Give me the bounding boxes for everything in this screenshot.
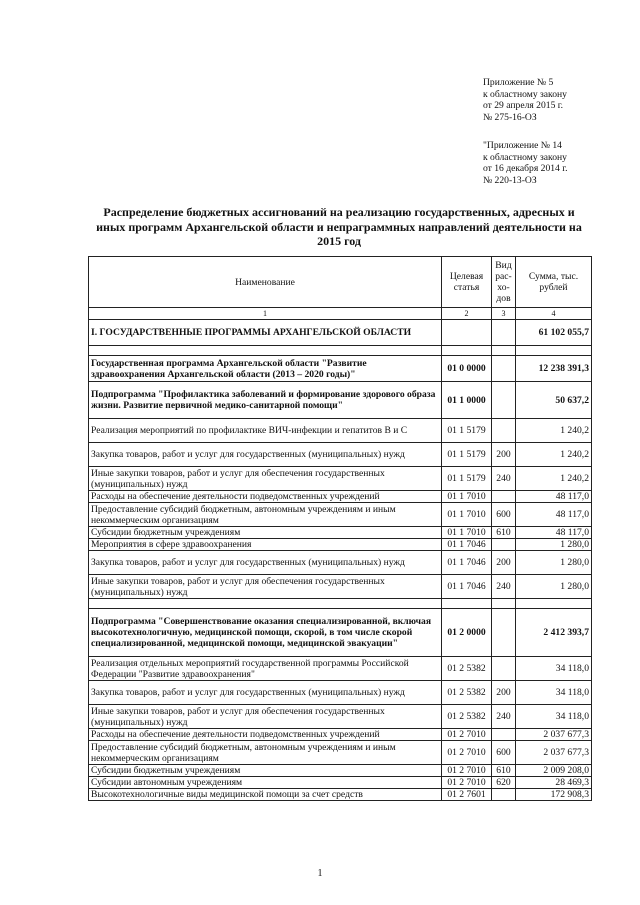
table-row [89,765,592,777]
row-type-cell: 610 [492,765,516,777]
table-body [89,320,592,801]
table-row [89,491,592,503]
row-sum-cell: 34 118,0 [516,681,592,705]
table-row [89,382,592,419]
annex-line: от 16 декабря 2014 г. [483,163,568,175]
table-row [89,356,592,382]
row-type-cell [492,599,516,609]
table-row [89,539,592,551]
row-type-cell: 240 [492,705,516,729]
row-sum-cell: 2 037 677,3 [516,741,592,765]
row-code-cell: 01 2 7010 [442,777,492,789]
table-row [89,609,592,657]
row-code-cell: 01 2 7010 [442,741,492,765]
column-number: 4 [516,308,592,320]
row-code-cell: 01 2 7010 [442,765,492,777]
row-code-cell: 01 0 0000 [442,356,492,382]
row-sum-cell: 1 280,0 [516,539,592,551]
row-name-cell: Мероприятия в сфере здравоохранения [89,539,442,551]
page-number: 1 [317,868,323,879]
row-sum-cell: 1 280,0 [516,575,592,599]
row-sum-cell: 2 009 208,0 [516,765,592,777]
table-row [89,575,592,599]
annex-prior-reference [483,140,568,186]
table-row [89,467,592,491]
column-number-row [89,308,592,320]
table-row [89,443,592,467]
row-name-cell: Иные закупки товаров, работ и услуг для обеспечения государственных (муниципальных) нужд [89,705,442,729]
row-code-cell: 01 1 5179 [442,467,492,491]
row-code-cell [442,599,492,609]
table-row [89,681,592,705]
row-name-cell: Расходы на обеспечение деятельности подведомственных учреждений [89,729,442,741]
row-sum-cell [516,346,592,356]
row-code-cell [442,346,492,356]
row-sum-cell: 172 908,3 [516,789,592,801]
row-code-cell: 01 2 7601 [442,789,492,801]
row-name-cell: Предоставление субсидий бюджетным, автономным учреждениям и иным некоммерческим организациям [89,741,442,765]
row-sum-cell: 12 238 391,3 [516,356,592,382]
row-type-cell: 600 [492,503,516,527]
row-code-cell: 01 1 7010 [442,503,492,527]
column-number: 2 [442,308,492,320]
row-type-cell [492,729,516,741]
row-type-cell [492,320,516,346]
row-name-cell [89,346,442,356]
row-sum-cell: 50 637,2 [516,382,592,419]
row-name-cell: Иные закупки товаров, работ и услуг для обеспечения государственных (муниципальных) нужд [89,575,442,599]
row-code-cell [442,320,492,346]
row-code-cell: 01 2 7010 [442,729,492,741]
row-type-cell: 200 [492,681,516,705]
annex-line: к областному закону [483,151,567,163]
row-type-cell: 610 [492,527,516,539]
table-row [89,599,592,609]
row-type-cell: 620 [492,777,516,789]
row-sum-cell: 2 037 677,3 [516,729,592,741]
row-name-cell: Подпрограмма "Совершенствование оказания специализированной, включая высокотехнологичную, медицинской помощи, скорой, в том числе скорой специализированной, медицинской помощи, медицинской эвакуации" [89,609,442,657]
table-row [89,551,592,575]
annex-line: Приложение № 5 [483,77,554,88]
budget-table [88,256,592,801]
table-row [89,346,592,356]
row-name-cell: Субсидии бюджетным учреждениям [89,527,442,539]
row-type-cell [492,382,516,419]
row-sum-cell: 1 240,2 [516,419,592,443]
row-sum-cell: 1 280,0 [516,551,592,575]
row-sum-cell: 61 102 055,7 [516,320,592,346]
row-name-cell: Реализация отдельных мероприятий государственной программы Российской Федерации "Развитие здравоохранения" [89,657,442,681]
row-type-cell [492,609,516,657]
annex-line: к областному закону [483,88,567,100]
column-number: 3 [492,308,516,320]
row-code-cell: 01 1 7010 [442,527,492,539]
row-sum-cell: 28 469,3 [516,777,592,789]
annex-line: № 275-16-ОЗ [483,111,537,123]
table-row [89,657,592,681]
row-sum-cell: 1 240,2 [516,443,592,467]
row-name-cell: Иные закупки товаров, работ и услуг для обеспечения государственных (муниципальных) нужд [89,467,442,491]
table-row [89,789,592,801]
table-row [89,320,592,346]
row-type-cell: 600 [492,741,516,765]
row-code-cell: 01 1 5179 [442,443,492,467]
row-code-cell: 01 2 5382 [442,705,492,729]
document-title: Распределение бюджетных ассигнований на реализацию государственных, адресных и иных программ Архангельской области и непраграммных направлений деятельности на 2015 год [96,205,582,248]
row-type-cell [492,491,516,503]
annex-line: "Приложение № 14 [483,140,562,151]
column-number: 1 [89,308,442,320]
row-sum-cell: 34 118,0 [516,705,592,729]
row-name-cell: I. ГОСУДАРСТВЕННЫЕ ПРОГРАММЫ АРХАНГЕЛЬСКОЙ ОБЛАСТИ [89,320,442,346]
row-type-cell: 240 [492,467,516,491]
row-name-cell [89,599,442,609]
row-name-cell: Закупка товаров, работ и услуг для государственных (муниципальных) нужд [89,681,442,705]
row-type-cell: 200 [492,551,516,575]
row-type-cell: 200 [492,443,516,467]
table-row [89,419,592,443]
row-name-cell: Субсидии автономным учреждениям [89,777,442,789]
table-row [89,741,592,765]
row-type-cell [492,657,516,681]
row-sum-cell: 2 412 393,7 [516,609,592,657]
row-name-cell: Субсидии бюджетным учреждениям [89,765,442,777]
row-code-cell: 01 1 7046 [442,575,492,599]
row-code-cell: 01 2 5382 [442,657,492,681]
annex-line: от 29 апреля 2015 г. [483,100,564,112]
row-code-cell: 01 1 7010 [442,491,492,503]
header-sum: Сумма, тыс. рублей [516,257,592,308]
row-sum-cell: 34 118,0 [516,657,592,681]
annex-line: № 220-13-ОЗ [483,174,537,186]
row-sum-cell: 48 117,0 [516,491,592,503]
table-row [89,527,592,539]
row-name-cell: Закупка товаров, работ и услуг для государственных (муниципальных) нужд [89,443,442,467]
row-code-cell: 01 1 7046 [442,539,492,551]
header-code: Целевая статья [442,257,492,308]
row-type-cell [492,346,516,356]
row-name-cell: Высокотехнологичные виды медицинской помощи за счет средств [89,789,442,801]
row-sum-cell [516,599,592,609]
row-type-cell: 240 [492,575,516,599]
row-sum-cell: 48 117,0 [516,527,592,539]
row-code-cell: 01 1 0000 [442,382,492,419]
row-code-cell: 01 1 5179 [442,419,492,443]
row-name-cell: Государственная программа Архангельской области "Развитие здравоохранения Архангельской области (2013 – 2020 годы)" [89,356,442,382]
row-name-cell: Предоставление субсидий бюджетным, автономным учреждениям и иным некоммерческим организациям [89,503,442,527]
header-type: Вид рас-хо-дов [492,257,516,308]
row-type-cell [492,789,516,801]
row-type-cell [492,419,516,443]
table-row [89,705,592,729]
row-name-cell: Закупка товаров, работ и услуг для государственных (муниципальных) нужд [89,551,442,575]
row-type-cell [492,539,516,551]
row-name-cell: Реализация мероприятий по профилактике ВИЧ-инфекции и гепатитов В и С [89,419,442,443]
row-name-cell: Расходы на обеспечение деятельности подведомственных учреждений [89,491,442,503]
row-type-cell [492,356,516,382]
table-row [89,777,592,789]
annex-current-reference [483,77,567,123]
table-header-row [89,257,592,308]
row-sum-cell: 48 117,0 [516,503,592,527]
header-name: Наименование [89,257,442,308]
row-code-cell: 01 2 0000 [442,609,492,657]
row-name-cell: Подпрограмма "Профилактика заболеваний и формирование здорового образа жизни. Развитие первичной медико-санитарной помощи" [89,382,442,419]
row-code-cell: 01 1 7046 [442,551,492,575]
row-sum-cell: 1 240,2 [516,467,592,491]
row-code-cell: 01 2 5382 [442,681,492,705]
table-row [89,729,592,741]
table-row [89,503,592,527]
